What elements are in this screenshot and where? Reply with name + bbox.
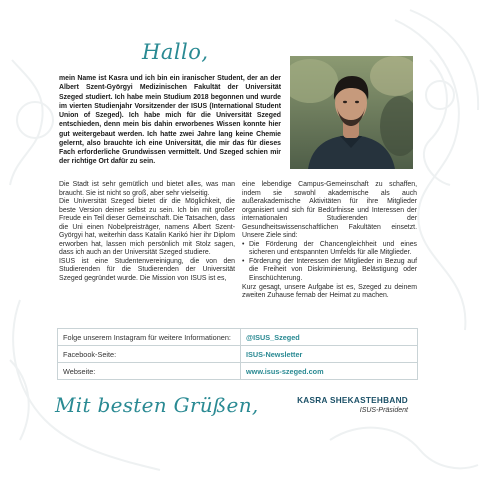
website-link[interactable]: www.isus-szeged.com [241, 363, 418, 380]
intro-paragraph: mein Name ist Kasra und ich bin ein iranischer Student, der an der Albert Szent-Györgyi Medizinischen Fakultät der Universität Szeged studiert. Ich habe mein Studium 2018 begonnen und wurde im vierten Studienjahr Vorsitzender der ISUS (International Student Union of Szeged). Ich habe mich für die Universität Szeged entschieden, denn mein bis dahin erworbenes Wissen konnte hier gut weitergebaut werden. Ich hatte zwei Jahre lang keine Chemie gelernt, also brauchte ich eine Universität, die mir das für dieses Fach erforderliche Grundwissen vermittelt. Und Szeged schien mir der richtige Ort dafür zu sein. [59, 75, 281, 166]
body-paragraph: Die Stadt ist sehr gemütlich und bietet alles, was man braucht. Sie ist nicht so groß, aber sehr vielseitig. [59, 181, 235, 197]
portrait-photo [290, 56, 413, 169]
contact-label: Facebook-Seite: [58, 346, 241, 363]
goals-list [242, 241, 417, 284]
goals-list-item: • Die Förderung der Chancengleichheit und eines sicheren und entspannten Umfelds für alle Mitglieder. [242, 241, 417, 258]
instagram-link[interactable]: @ISUS_Szeged [241, 329, 418, 346]
facebook-link[interactable]: ISUS-Newsletter [241, 346, 418, 363]
body-paragraph: Kurz gesagt, unsere Aufgabe ist es, Szeged zu deinem zweiten Zuhause fernab der Heimat zu machen. [242, 283, 417, 300]
table-row [58, 363, 418, 380]
signer-role: ISUS-Präsident [359, 407, 408, 414]
body-column-right [242, 181, 417, 301]
contact-table [57, 328, 418, 380]
table-row [58, 329, 418, 346]
body-column-left [59, 181, 235, 284]
closing-salutation: Mit besten Grüßen, [55, 393, 259, 417]
contact-label: Webseite: [58, 363, 241, 380]
table-row [58, 346, 418, 363]
goals-list-item: • Förderung der Interessen der Mitglieder in Bezug auf die Freiheit von Diskriminierung, Belästigung oder Einschüchterung. [242, 258, 417, 284]
body-paragraph: ISUS ist eine Studentenvereinigung, die von den Studierenden für die Studierenden der Universität Szeged gegründet wurde. Die Mission von ISUS ist es, [59, 257, 235, 283]
body-paragraph: Die Universität Szeged bietet dir die Möglichkeit, die beste Version deiner selbst zu sein. Ich bin mit großer Freude ein Teil dieser Gemeinschaft. Die Tatsachen, dass die Uni einen Nobelpreisträger, namens Albert Szent-Györgyi hat, weiterhin dass Katalin Karikó hier ihr Diplom erworben hat, lassen mich persönlich mit Stolz sagen, dass ich auch an der Universität Szeged studiere. [59, 198, 235, 257]
contact-label: Folge unserem Instagram für weitere Informationen: [58, 329, 241, 346]
portrait-illustration [290, 56, 413, 169]
greeting-heading: Hallo, [142, 40, 209, 64]
body-paragraph: eine lebendige Campus-Gemeinschaft zu schaffen, indem sie sowohl akademische als auch außerakademische Aktivitäten für ihre Mitglieder organisiert und sich für Bedürfnisse und Interessen der internationalen Studierenden der Gesundheitswissenschaftlichen Fakultäten einsetzt. Unsere Ziele sind: [242, 181, 417, 240]
signer-name: KASRA SHEKASTEHBAND [297, 396, 408, 405]
